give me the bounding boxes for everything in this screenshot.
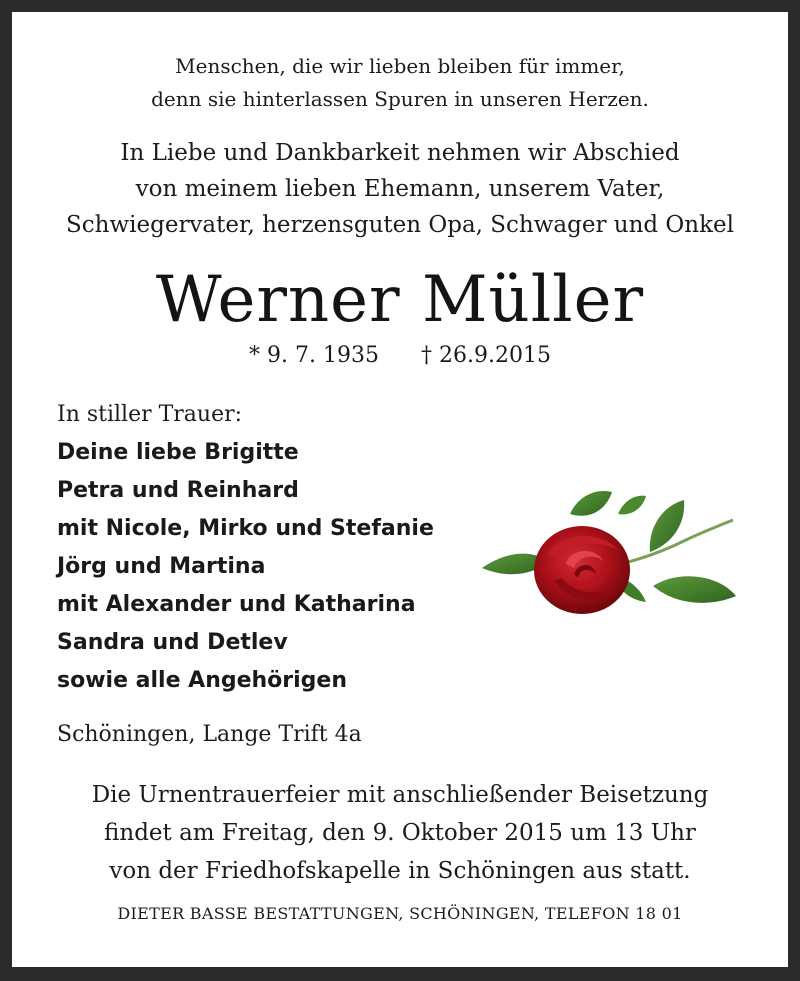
mourner-name: Jörg und Martina: [57, 554, 266, 579]
rose-icon: [478, 484, 740, 620]
ceremony-line-2: findet am Freitag, den 9. Oktober 2015 um 13 Uhr: [104, 820, 696, 846]
quote-line-2: denn sie hinterlassen Spuren in unseren Herzen.: [151, 87, 649, 111]
undertaker-line: DIETER BASSE BESTATTUNGEN, SCHÖNINGEN, TELEFON 18 01: [117, 904, 683, 923]
mourner-name: Petra und Reinhard: [57, 478, 299, 503]
intro-line-3: Schwiegervater, herzensguten Opa, Schwager und Onkel: [66, 212, 734, 238]
memorial-quote: [0, 50, 800, 116]
birth-date: * 9. 7. 1935: [249, 343, 379, 368]
ceremony-line-1: Die Urnentrauerfeier mit anschließender Beisetzung: [91, 782, 709, 808]
ceremony-info: [0, 776, 800, 890]
mourner-name: sowie alle Angehörigen: [57, 668, 348, 693]
quote-line-1: Menschen, die wir lieben bleiben für immer,: [175, 54, 625, 78]
mourner-name: Deine liebe Brigitte: [57, 440, 299, 465]
deceased-name: Werner Müller: [155, 263, 645, 337]
mourners-label: In stiller Trauer:: [57, 402, 243, 427]
family-address: Schöningen, Lange Trift 4a: [57, 722, 362, 747]
intro-line-1: In Liebe und Dankbarkeit nehmen wir Abschied: [120, 140, 680, 166]
intro-line-2: von meinem lieben Ehemann, unserem Vater,: [135, 176, 665, 202]
life-dates: [0, 340, 800, 372]
ceremony-line-3: von der Friedhofskapelle in Schöningen aus statt.: [109, 858, 691, 884]
death-date: † 26.9.2015: [420, 343, 551, 368]
mourner-name: mit Nicole, Mirko und Stefanie: [57, 516, 434, 541]
mourner-name: mit Alexander und Katharina: [57, 592, 416, 617]
farewell-intro: [0, 135, 800, 243]
mourner-name: Sandra und Detlev: [57, 630, 288, 655]
mourners-block: [57, 396, 434, 700]
